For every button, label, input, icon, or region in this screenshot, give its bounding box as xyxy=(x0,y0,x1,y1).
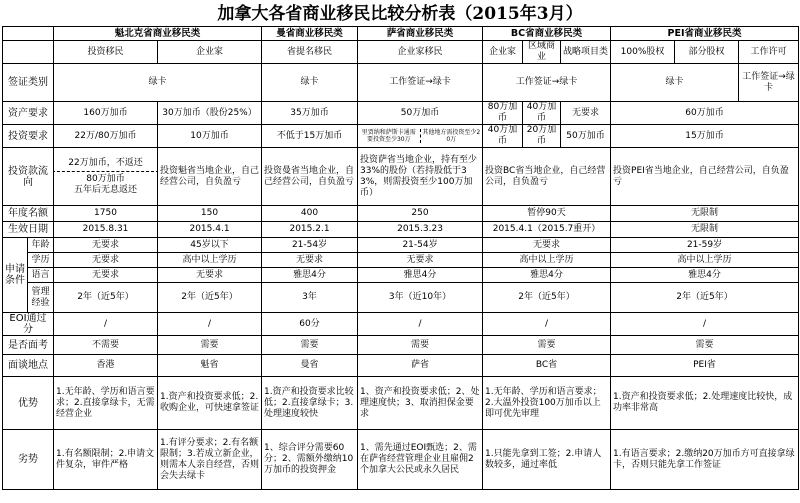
row-quota xyxy=(3,206,799,222)
cell: 投资萨省当地企业，持有至少33%的股份（若持股低于33%，则需投资至少100万加币） xyxy=(358,148,483,206)
row-label: 语言 xyxy=(28,268,54,283)
cell: 150 xyxy=(158,206,262,222)
province-saskatchewan: 萨省商业移民类 xyxy=(358,27,483,41)
cell: 工作签证→绿卡 xyxy=(358,64,483,102)
cell-part: 里贾纳和萨斯卡通需要投资至少30万 xyxy=(358,129,421,143)
cell: 3年（近10年） xyxy=(358,283,483,313)
cell: 60万加币 xyxy=(611,102,799,125)
province-quebec: 魁北克省商业移民类 xyxy=(54,27,262,41)
program-sask-entrepreneur: 企业家移民 xyxy=(358,41,483,64)
cell: 1.只能先拿到工签；2.申请人数较多，通过率低 xyxy=(483,430,611,490)
province-manitoba: 曼省商业移民类 xyxy=(262,27,358,41)
cell: 1750 xyxy=(54,206,158,222)
cell xyxy=(358,125,483,148)
cell: 35万加币 xyxy=(262,102,358,125)
cell: 绿卡 xyxy=(54,64,262,102)
cell: 2015.2.1 xyxy=(262,222,358,238)
cell: 暂停90天 xyxy=(483,206,611,222)
row-label: 学历 xyxy=(28,253,54,268)
cell: 1.有评分要求；2.有名额限制；3.若成立新企业，则需本人亲自经营，否则会失去绿卡 xyxy=(158,430,262,490)
row-language xyxy=(3,268,799,283)
row-fund-flow xyxy=(3,148,799,206)
cell: 2015.8.31 xyxy=(54,222,158,238)
cell: 50万加币 xyxy=(358,102,483,125)
cell: 无要求 xyxy=(358,253,483,268)
cell: 45岁以下 xyxy=(158,238,262,253)
row-education xyxy=(3,253,799,268)
cell: 绿卡 xyxy=(262,64,358,102)
cell: 40万加币 xyxy=(523,102,561,125)
cell: / xyxy=(158,313,262,336)
province-pei: PEI省商业移民类 xyxy=(611,27,799,41)
row-management xyxy=(3,283,799,313)
cell: 无要求 xyxy=(54,238,158,253)
cell: 50万加币 xyxy=(561,125,611,148)
cell: / xyxy=(611,313,799,336)
cell: 无要求 xyxy=(158,268,262,283)
cell: 无要求 xyxy=(262,253,358,268)
requirements-group-label: 申请条件 xyxy=(3,238,28,313)
cell-part: 五年后无息返还 xyxy=(73,184,137,195)
cell-part: 80万加币 xyxy=(54,171,158,185)
row-eoi xyxy=(3,313,799,336)
cell: 60分 xyxy=(262,313,358,336)
cell: / xyxy=(358,313,483,336)
row-label: 签证类别 xyxy=(3,64,54,102)
page-title: 加拿大各省商业移民比较分析表（2015年3月） xyxy=(217,4,583,24)
cell: 2年（近5年） xyxy=(158,283,262,313)
cell: 1.资产和投资要求低；2.处理速度比较快，成功率非常高 xyxy=(611,377,799,430)
cell: 2015.4.1（2015.7重开） xyxy=(483,222,611,238)
row-visa xyxy=(3,64,799,102)
row-label: 资产要求 xyxy=(3,102,54,125)
row-label: 年龄 xyxy=(28,238,54,253)
cell: 1.资产和投资要求比较低；2.直接拿绿卡；3.处理速度较快 xyxy=(262,377,358,430)
cell: 21-54岁 xyxy=(262,238,358,253)
cell: 2015.4.1 xyxy=(158,222,262,238)
cell: 工作签证→绿卡 xyxy=(739,64,799,102)
row-invest xyxy=(3,125,799,148)
row-label: 投资要求 xyxy=(3,125,54,148)
cell: / xyxy=(483,313,611,336)
cell: 高中以上学历 xyxy=(611,253,799,268)
cell: 22万/80万加币 xyxy=(54,125,158,148)
comparison-table xyxy=(2,26,799,490)
cell: 需要 xyxy=(483,336,611,355)
cell: 1、综合评分需要60分；2、需额外缴纳10万加币的投资押金 xyxy=(262,430,358,490)
header-row-provinces xyxy=(3,27,799,41)
header-row-programs xyxy=(3,41,799,64)
cell: 不需要 xyxy=(54,336,158,355)
row-label: 生效日期 xyxy=(3,222,54,238)
program-pei-work: 工作许可 xyxy=(739,41,799,64)
cell: 工作签证→绿卡 xyxy=(483,64,611,102)
cell: 21-54岁 xyxy=(358,238,483,253)
row-age xyxy=(3,238,799,253)
cell: 3年 xyxy=(262,283,358,313)
cell: 1、需先通过EOI甄选；2、需在萨省经营管理企业且雇佣2个加拿大公民或永久居民 xyxy=(358,430,483,490)
province-bc: BC省商业移民类 xyxy=(483,27,611,41)
cell: 无要求 xyxy=(54,268,158,283)
cell: 80万加币 xyxy=(483,102,523,125)
cell: 高中以上学历 xyxy=(158,253,262,268)
program-quebec-investor: 投资移民 xyxy=(54,41,158,64)
cell: PEI省 xyxy=(611,355,799,377)
corner-cell xyxy=(3,27,54,41)
cell: 1.有名额限制；2.申请文件复杂，审件严格 xyxy=(54,430,158,490)
cell: 雅思4分 xyxy=(262,268,358,283)
cell: 雅思4分 xyxy=(483,268,611,283)
cell: BC省 xyxy=(483,355,611,377)
cell: 投资曼省当地企业，自己经营公司，自负盈亏 xyxy=(262,148,358,206)
cell: 萨省 xyxy=(358,355,483,377)
row-label: 投资款流向 xyxy=(3,148,54,206)
row-interview xyxy=(3,336,799,355)
cell: 无限制 xyxy=(611,206,799,222)
cell: 20万加币 xyxy=(523,125,561,148)
cell: 160万加币 xyxy=(54,102,158,125)
cell: 2年（近5年） xyxy=(611,283,799,313)
program-bc-regional: 区域商业 xyxy=(523,41,561,64)
cell: 需要 xyxy=(611,336,799,355)
cell: 投资PEI省当地企业，自己经营公司，自负盈亏 xyxy=(611,148,799,206)
row-cons xyxy=(3,430,799,490)
row-label: EOI通过分 xyxy=(3,313,54,336)
cell: 40万加币 xyxy=(483,125,523,148)
cell: 1.无年龄、学历和语言要求；2.大温外投资100万加币以上即可优先审理 xyxy=(483,377,611,430)
row-label: 劣势 xyxy=(3,430,54,490)
cell: 2年（近5年） xyxy=(483,283,611,313)
cell: 需要 xyxy=(158,336,262,355)
row-label: 管理经验 xyxy=(28,283,54,313)
cell: 1.有语言要求；2.缴纳20万加币方可直接拿绿卡，否则只能先拿工作签证 xyxy=(611,430,799,490)
row-label: 优势 xyxy=(3,377,54,430)
row-label: 是否面考 xyxy=(3,336,54,355)
cell: 15万加币 xyxy=(611,125,799,148)
cell: 不低于15万加币 xyxy=(262,125,358,148)
row-label: 年度名额 xyxy=(3,206,54,222)
row-assets xyxy=(3,102,799,125)
row-pros xyxy=(3,377,799,430)
cell: 雅思4分 xyxy=(611,268,799,283)
cell: 无要求 xyxy=(54,253,158,268)
cell: 1.无年龄、学历和语言要求；2.直接拿绿卡，无需经营企业 xyxy=(54,377,158,430)
cell: 2年（近5年） xyxy=(54,283,158,313)
cell: 投资魁省当地企业，自己经营公司，自负盈亏 xyxy=(158,148,262,206)
program-quebec-entrepreneur: 企业家 xyxy=(158,41,262,64)
cell-part: 其他地方需投资至少20万 xyxy=(422,129,481,143)
cell: 香港 xyxy=(54,355,158,377)
cell-part: 22万加币，不返还 xyxy=(68,157,143,168)
cell: 1.资产和投资要求低；2.收购企业，可快速拿签证 xyxy=(158,377,262,430)
cell: 魁省 xyxy=(158,355,262,377)
cell: 2015.3.23 xyxy=(358,222,483,238)
cell: 无要求 xyxy=(483,238,611,253)
program-pei-100: 100%股权 xyxy=(611,41,675,64)
program-manitoba-nominee: 省提名移民 xyxy=(262,41,358,64)
cell: / xyxy=(54,313,158,336)
program-bc-strategic: 战略项目类 xyxy=(561,41,611,64)
cell: 400 xyxy=(262,206,358,222)
cell: 10万加币 xyxy=(158,125,262,148)
program-pei-partial: 部分股权 xyxy=(675,41,739,64)
row-interview-location xyxy=(3,355,799,377)
cell: 无要求 xyxy=(561,102,611,125)
cell: 需要 xyxy=(262,336,358,355)
cell: 需要 xyxy=(358,336,483,355)
cell: 无限制 xyxy=(611,222,799,238)
cell: 投资BC省当地企业，自己经营公司，自负盈亏 xyxy=(483,148,611,206)
row-effective-date xyxy=(3,222,799,238)
cell: 雅思4分 xyxy=(358,268,483,283)
row-label: 面谈地点 xyxy=(3,355,54,377)
cell: 高中以上学历 xyxy=(483,253,611,268)
cell: 1、资产和投资要求低；2、处理速度快；3、取消担保金要求 xyxy=(358,377,483,430)
cell: 30万加币（股份25%） xyxy=(158,102,262,125)
program-bc-entrepreneur: 企业家 xyxy=(483,41,523,64)
cell xyxy=(54,148,158,206)
cell: 绿卡 xyxy=(611,64,739,102)
cell: 250 xyxy=(358,206,483,222)
cell: 21-59岁 xyxy=(611,238,799,253)
cell: 曼省 xyxy=(262,355,358,377)
